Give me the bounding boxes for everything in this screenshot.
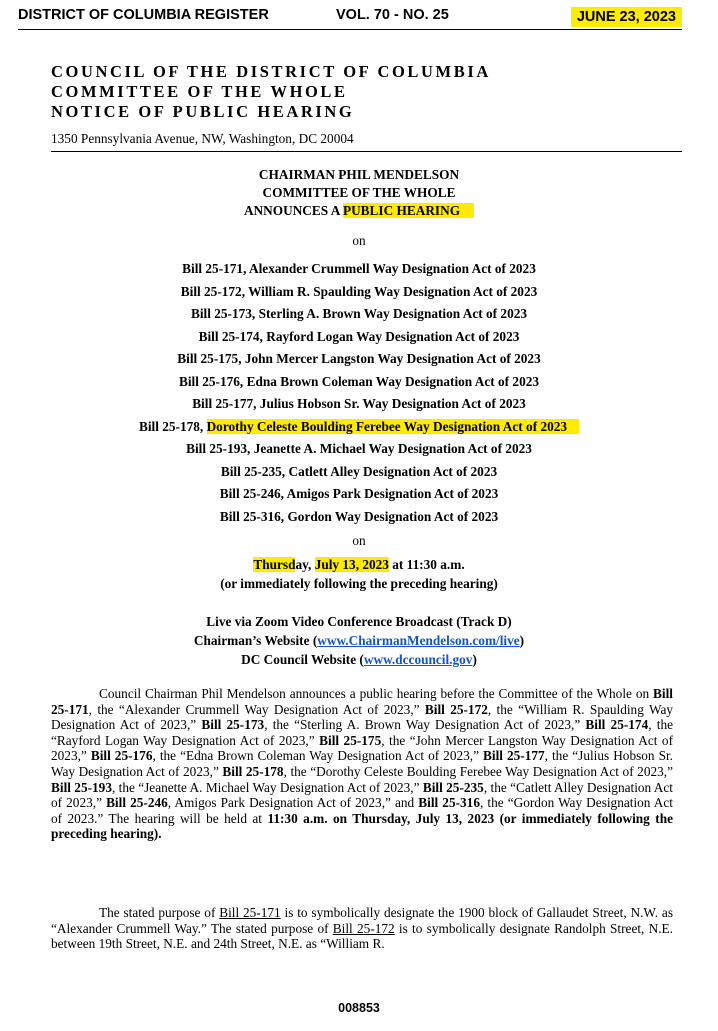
date-highlight: July 13, 2023 <box>314 557 389 572</box>
body-paragraph-2 <box>51 905 673 952</box>
text-segment: , Amigos Park Designation Act of 2023,” and <box>167 795 419 811</box>
announcement-line-3: ANNOUNCES A PUBLIC HEARING <box>0 202 718 220</box>
address-rule <box>51 151 682 152</box>
text-segment: The stated purpose of <box>99 905 220 920</box>
council-heading <box>51 62 491 122</box>
text-segment: Bill 25-174 <box>585 717 649 733</box>
text-segment: Council Chairman Phil Mendelson announces a public hearing before the Committee of the Whole on <box>99 686 654 701</box>
bill-item: Bill 25-316, Gordon Way Designation Act of 2023 <box>219 508 499 524</box>
header-rule <box>18 29 682 30</box>
register-header <box>18 7 682 27</box>
text-segment: Bill 25-176 <box>90 748 153 764</box>
register-date: JUNE 23, 2023 <box>571 7 682 27</box>
hearing-schedule <box>0 555 718 593</box>
text-segment: , the “Jeanette A. Michael Way Designation Act of 2023,” <box>111 779 423 795</box>
venue-block <box>0 612 718 669</box>
text-segment: , the “Julius Hobson Sr. Way Designation Act of 2023,” <box>51 748 673 779</box>
text-segment: , the “Dorothy Celeste Boulding Ferebee Way Designation Act of 2023,” <box>283 763 673 779</box>
public-hearing-highlight: PUBLIC HEARING <box>343 203 474 218</box>
bill-item: Bill 25-235, Catlett Alley Designation Act of 2023 <box>220 463 498 479</box>
text-segment: Bill 25-316 <box>418 795 480 811</box>
text-segment: , the “Edna Brown Coleman Way Designation Act of 2023,” <box>152 748 484 764</box>
hearing-date-line: Thursday, July 13, 2023 at 11:30 a.m. <box>253 557 465 572</box>
bill-item: Bill 25-175, John Mercer Langston Way Designation Act of 2023 <box>177 351 541 366</box>
text-segment: , the “Catlett Alley Designation Act of 2023,” <box>51 779 673 811</box>
text-segment: Bill 25-172 <box>332 920 395 936</box>
text-segment: 11:30 a.m. on Thursday, July 13, 2023 (or immediately following the preceding hearing). <box>51 810 673 842</box>
text-segment: is to symbolically designate Randolph Street, N.E. between 19th Street, N.E. and 24th Street, N.E. as “William R. <box>51 920 674 952</box>
page-number: 008853 <box>338 1001 380 1015</box>
text-segment: , the “Alexander Crummell Way Designation Act of 2023,” <box>88 701 425 717</box>
hearing-note: (or immediately following the preceding hearing) <box>220 576 498 591</box>
text-segment: , the “John Mercer Langston Way Designation Act of 2023,” <box>51 732 673 764</box>
text-segment: Bill 25-171 <box>219 905 281 920</box>
on-label-2: on <box>352 533 366 548</box>
venue-line-3: DC Council Website (www.dccouncil.gov) <box>241 652 477 667</box>
text-segment: Bill 25-246 <box>106 795 168 811</box>
bill-title-highlight: Dorothy Celeste Boulding Ferebee Way Designation Act of 2023 <box>207 419 579 434</box>
venue-line-1: Live via Zoom Video Conference Broadcast (Track D) <box>206 614 512 629</box>
text-segment: , the “William R. Spaulding Way Designation Act of 2023,” <box>51 701 673 733</box>
body-paragraph-1 <box>51 686 673 842</box>
chairman-website-link[interactable]: www.ChairmanMendelson.com/live <box>317 633 520 648</box>
bill-item-highlighted: Bill 25-178, Dorothy Celeste Boulding Ferebee Way Designation Act of 2023 <box>0 416 718 439</box>
council-website-link[interactable]: www.dccouncil.gov <box>363 652 473 667</box>
council-line-1: COUNCIL OF THE DISTRICT OF COLUMBIA <box>51 62 491 81</box>
register-name: DISTRICT OF COLUMBIA REGISTER <box>18 7 269 23</box>
text-segment: Bill 25-173 <box>201 717 265 733</box>
bill-item: Bill 25-193, Jeanette A. Michael Way Designation Act of 2023 <box>186 441 532 456</box>
bill-item: Bill 25-246, Amigos Park Designation Act of 2023 <box>219 486 499 501</box>
register-volume: VOL. 70 - NO. 25 <box>336 7 449 23</box>
bill-item: Bill 25-172, William R. Spaulding Way Designation Act of 2023 <box>180 283 538 299</box>
text-segment: , the “Sterling A. Brown Way Designation Act of 2023,” <box>264 717 586 733</box>
text-segment: Bill 25-171 <box>51 686 673 717</box>
text-segment: , the “Gordon Way Designation Act of 2023.” The hearing will be held at <box>51 795 673 826</box>
bill-list <box>0 258 718 528</box>
text-segment: Bill 25-175 <box>319 732 382 748</box>
text-segment: Bill 25-177 <box>483 748 545 764</box>
bill-item: Bill 25-174, Rayford Logan Way Designation Act of 2023 <box>198 328 520 344</box>
text-segment: Bill 25-172 <box>424 701 488 717</box>
council-line-3: NOTICE OF PUBLIC HEARING <box>51 102 355 121</box>
text-segment: Bill 25-178 <box>222 763 284 779</box>
venue-line-2: Chairman’s Website (www.ChairmanMendelson.com/live) <box>193 633 525 648</box>
day-highlight: Thursd <box>253 557 296 572</box>
text-segment: Bill 25-193 <box>51 779 112 795</box>
bill-item: Bill 25-176, Edna Brown Coleman Way Designation Act of 2023 <box>178 373 540 389</box>
council-line-2: COMMITTEE OF THE WHOLE <box>51 82 348 101</box>
bill-item: Bill 25-177, Julius Hobson Sr. Way Designation Act of 2023 <box>192 396 526 411</box>
announcement-line-1: CHAIRMAN PHIL MENDELSON <box>258 167 460 182</box>
text-segment: Bill 25-235 <box>422 779 484 795</box>
council-address: 1350 Pennsylvania Avenue, NW, Washington, DC 20004 <box>51 131 354 146</box>
text-segment: , the “Rayford Logan Way Designation Act of 2023,” <box>51 717 673 748</box>
bill-item: Bill 25-171, Alexander Crummell Way Designation Act of 2023 <box>182 261 536 276</box>
announcement-block <box>0 166 718 220</box>
text-segment: is to symbolically designate the 1900 block of Gallaudet Street, N.W. as “Alexander Crummell Way.” The stated purpose of <box>51 905 673 936</box>
announcement-line-2: COMMITTEE OF THE WHOLE <box>262 185 456 200</box>
bill-item: Bill 25-173, Sterling A. Brown Way Designation Act of 2023 <box>190 306 528 321</box>
on-label-1: on <box>352 233 366 248</box>
